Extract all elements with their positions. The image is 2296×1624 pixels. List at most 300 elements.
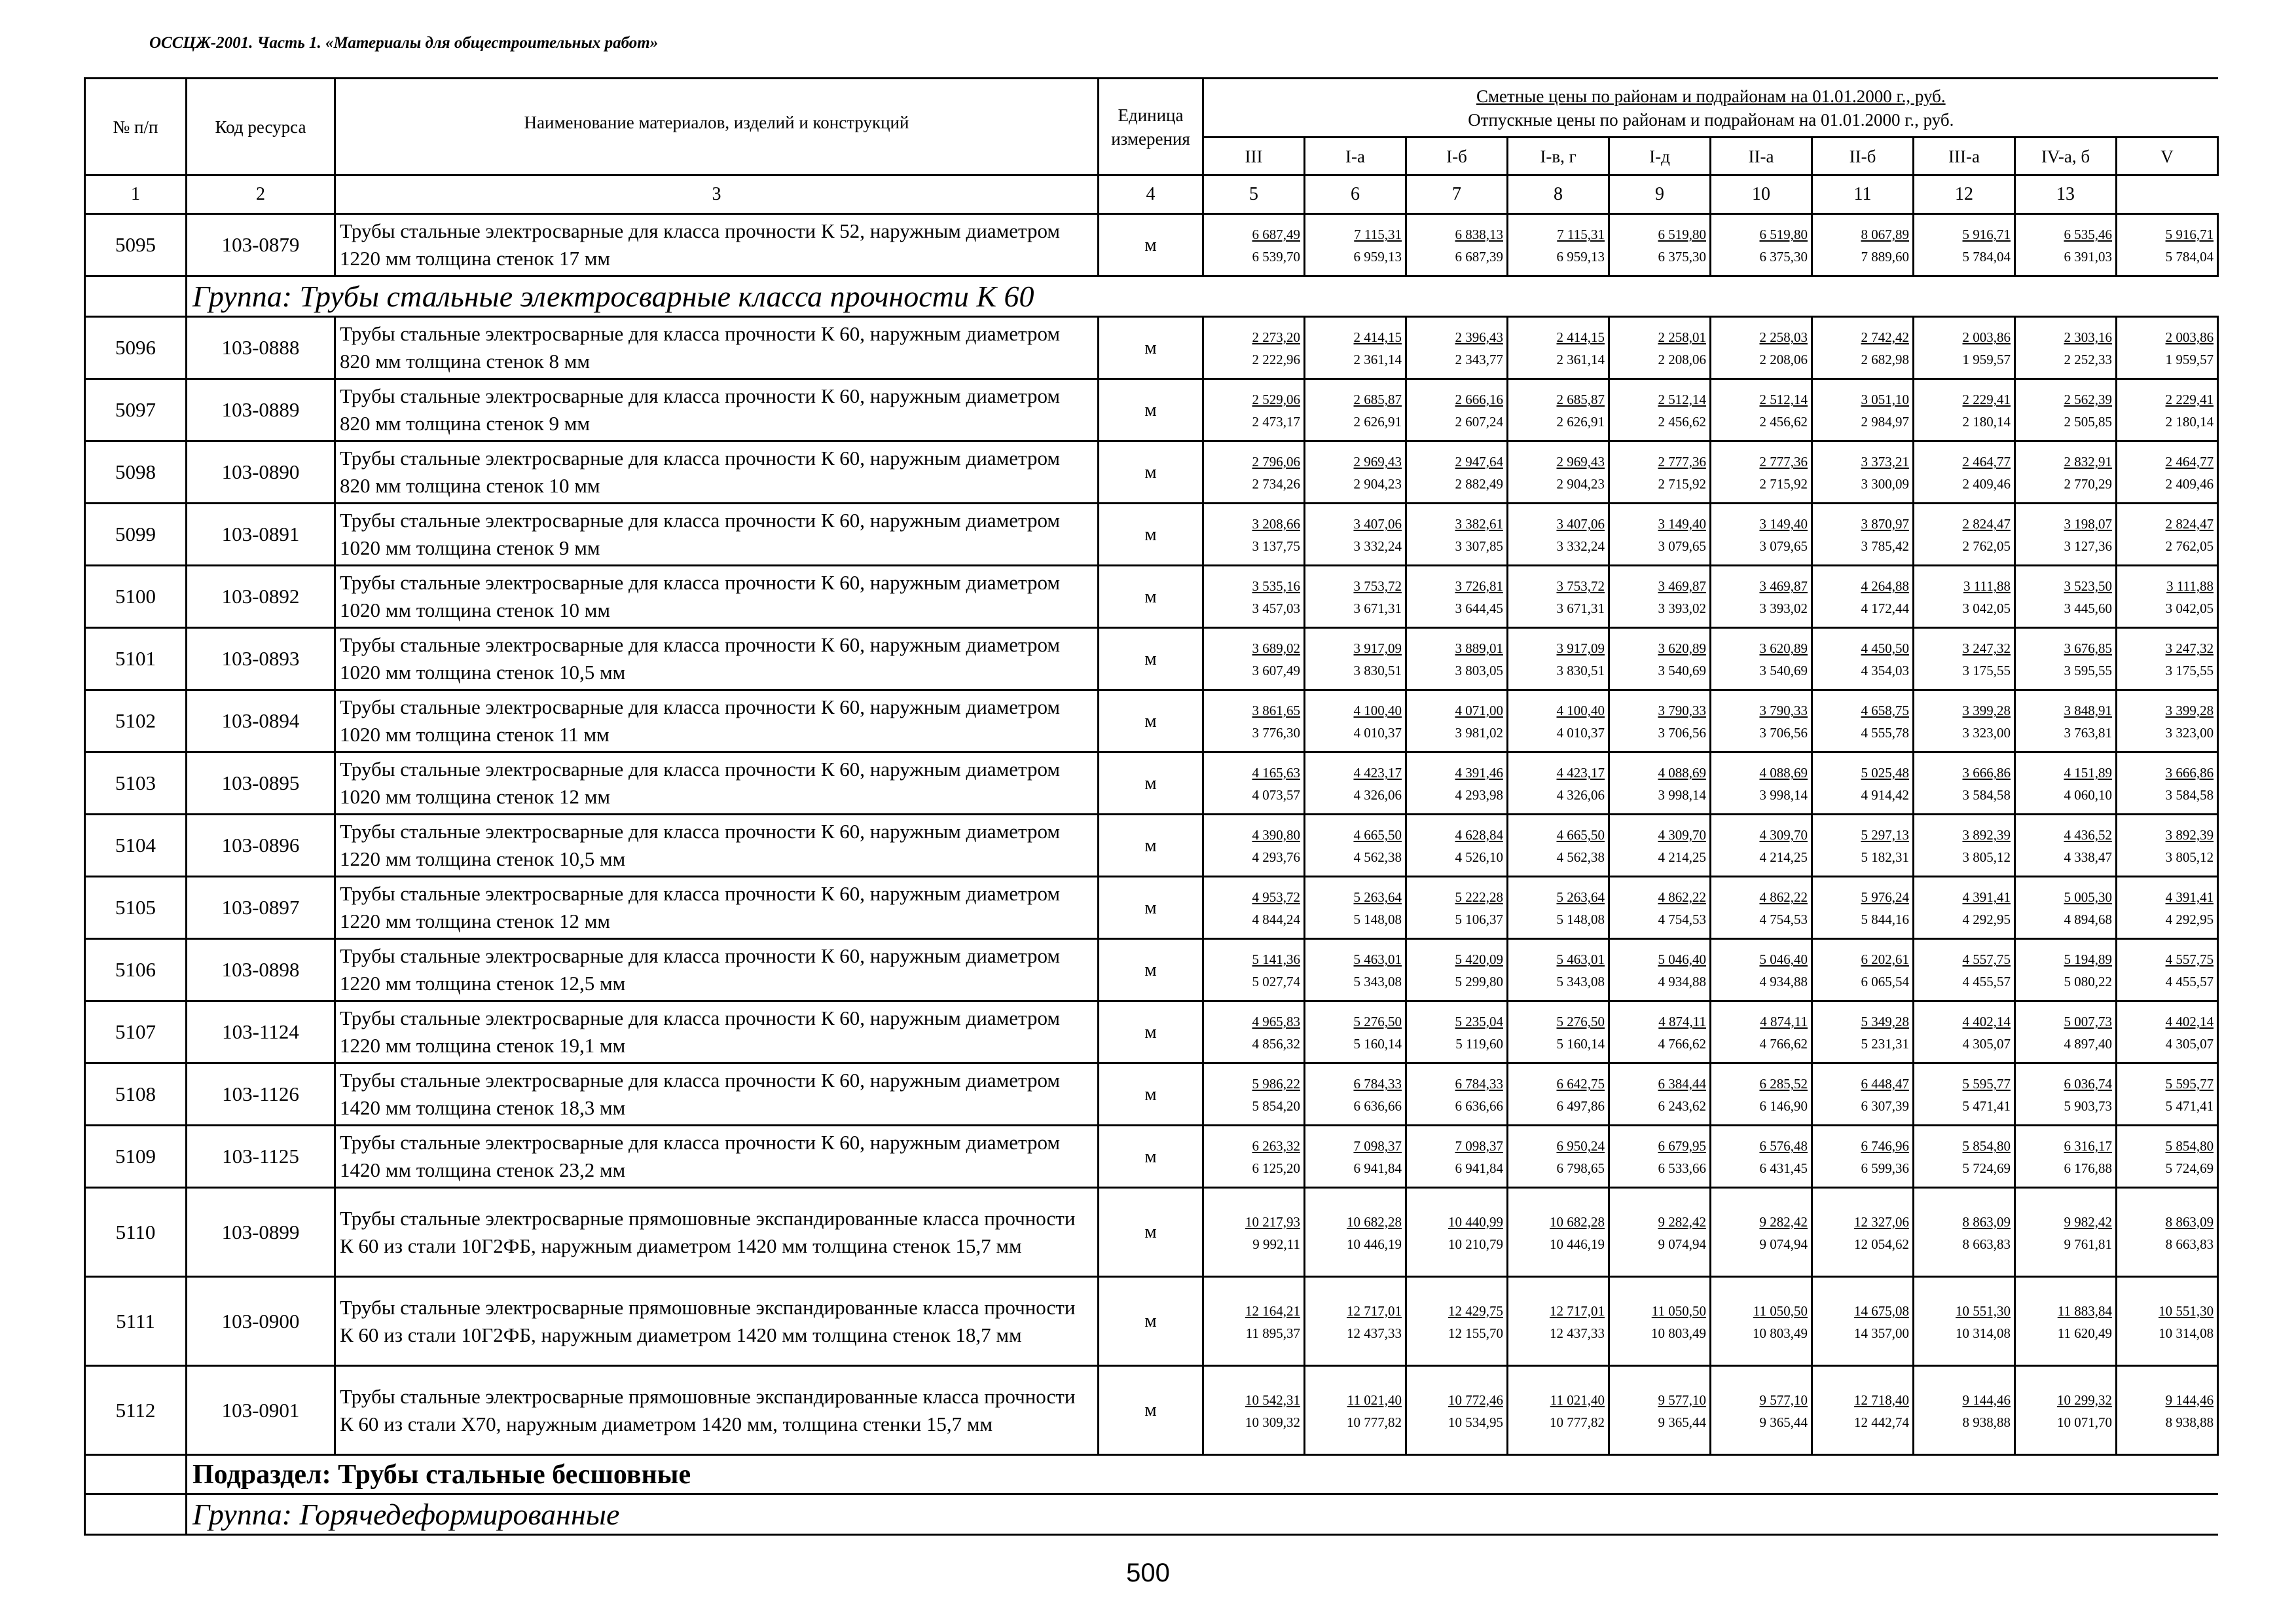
price-cell <box>2117 939 2218 1001</box>
estimate-price: 3 790,33 <box>1658 703 1706 718</box>
release-price: 2 505,85 <box>2064 414 2112 430</box>
price-cell <box>1609 441 1711 504</box>
row-number: 5108 <box>85 1063 187 1126</box>
release-price: 2 208,06 <box>1759 352 1808 367</box>
estimate-price: 4 628,84 <box>1455 827 1503 843</box>
estimate-price: 6 535,46 <box>2064 227 2112 242</box>
material-name: Трубы стальные электросварные для класса прочности К 60, наружным диаметром 820 мм толщина стенок 8 мм <box>335 317 1099 379</box>
estimate-price: 12 717,01 <box>1347 1302 1402 1319</box>
group-label: Группа: Трубы стальные электросварные класса прочности К 60 <box>187 276 2218 317</box>
price-cell <box>1711 815 1812 877</box>
release-price: 2 361,14 <box>1353 352 1402 367</box>
estimate-price: 5 463,01 <box>1556 951 1605 967</box>
table-row <box>85 877 2218 939</box>
estimate-price: 4 874,11 <box>1760 1014 1808 1029</box>
estimate-price: 2 777,36 <box>1759 454 1808 470</box>
price-cell <box>1305 752 1406 815</box>
price-cell <box>1609 317 1711 379</box>
column-number: 10 <box>1711 175 1812 214</box>
estimate-price: 3 208,66 <box>1252 516 1300 532</box>
estimate-price: 4 100,40 <box>1353 703 1402 718</box>
price-cell <box>2015 1188 2117 1277</box>
document-header: ОССЦЖ-2001. Часть 1. «Материалы для общестроительных работ» <box>149 34 659 52</box>
release-price: 6 125,20 <box>1252 1160 1300 1176</box>
release-price: 4 305,07 <box>2165 1036 2214 1052</box>
estimate-price: 6 519,80 <box>1658 227 1706 242</box>
price-cell <box>1508 1188 1609 1277</box>
estimate-price: 4 390,80 <box>1252 827 1300 843</box>
release-price: 6 959,13 <box>1556 249 1605 265</box>
material-name: Трубы стальные электросварные для класса прочности К 60, наружным диаметром 1020 мм толщина стенок 9 мм <box>335 504 1099 566</box>
estimate-price: 6 384,44 <box>1658 1076 1706 1092</box>
release-price: 12 054,62 <box>1854 1236 1909 1252</box>
price-cell <box>2117 1366 2218 1455</box>
price-cell <box>1609 1366 1711 1455</box>
release-price: 10 777,82 <box>1550 1414 1605 1430</box>
estimate-price: 3 111,88 <box>1963 578 2011 594</box>
estimate-price: 10 217,93 <box>1245 1213 1300 1230</box>
price-cell <box>2015 752 2117 815</box>
price-cell <box>1711 1063 1812 1126</box>
table-row <box>85 690 2218 752</box>
estimate-price: 4 436,52 <box>2064 827 2112 843</box>
price-cell <box>1305 214 1406 276</box>
release-price: 2 626,91 <box>1353 414 1402 430</box>
estimate-price: 4 391,46 <box>1455 765 1503 781</box>
table-row <box>85 1277 2218 1366</box>
price-cell <box>1508 566 1609 628</box>
estimate-price: 4 862,22 <box>1658 889 1706 905</box>
price-cell <box>1812 1277 1914 1366</box>
release-price: 2 409,46 <box>2165 476 2214 492</box>
release-price: 6 375,30 <box>1658 249 1706 265</box>
estimate-price: 3 666,86 <box>1962 765 2011 781</box>
price-cell <box>2117 628 2218 690</box>
release-price: 3 300,09 <box>1861 476 1909 492</box>
estimate-price: 4 391,41 <box>2165 889 2214 905</box>
release-price: 4 897,40 <box>2064 1036 2112 1052</box>
price-cell <box>1305 877 1406 939</box>
price-cell <box>1711 628 1812 690</box>
estimate-price: 6 519,80 <box>1759 227 1808 242</box>
release-price: 4 214,25 <box>1759 849 1808 865</box>
price-cell <box>1914 939 2015 1001</box>
release-price: 2 984,97 <box>1861 414 1909 430</box>
release-price: 3 127,36 <box>2064 538 2112 554</box>
estimate-price: 2 685,87 <box>1556 392 1605 407</box>
release-price: 10 446,19 <box>1550 1236 1605 1252</box>
price-cell <box>1203 1277 1305 1366</box>
estimate-price: 5 986,22 <box>1252 1076 1300 1092</box>
release-price: 4 326,06 <box>1556 787 1605 803</box>
price-cell <box>1812 1366 1914 1455</box>
release-price: 10 777,82 <box>1347 1414 1402 1430</box>
row-number: 5095 <box>85 214 187 276</box>
price-cell <box>1508 1063 1609 1126</box>
price-cell <box>1711 1001 1812 1063</box>
estimate-price: 7 098,37 <box>1353 1138 1402 1154</box>
estimate-price: 8 863,09 <box>2165 1213 2214 1230</box>
price-cell <box>1711 379 1812 441</box>
estimate-price: 3 676,85 <box>2064 640 2112 656</box>
price-cell <box>1406 214 1508 276</box>
estimate-price: 4 071,00 <box>1455 703 1503 718</box>
material-name: Трубы стальные электросварные для класса прочности К 60, наружным диаметром 1020 мм толщина стенок 12 мм <box>335 752 1099 815</box>
header-prices-line2: Отпускные цены по районам и подрайонам на 01.01.2000 г., руб. <box>1468 109 1954 130</box>
estimate-price: 3 247,32 <box>1962 640 2011 656</box>
release-price: 5 080,22 <box>2064 974 2112 989</box>
release-price: 6 243,62 <box>1658 1098 1706 1114</box>
price-cell <box>1203 1063 1305 1126</box>
release-price: 4 934,88 <box>1759 974 1808 989</box>
estimate-price: 14 675,08 <box>1854 1302 1909 1319</box>
price-cell <box>1914 690 2015 752</box>
release-price: 12 155,70 <box>1448 1325 1503 1341</box>
resource-code: 103-1124 <box>187 1001 335 1063</box>
material-name: Трубы стальные электросварные для класса прочности К 60, наружным диаметром 1220 мм толщина стенок 12,5 мм <box>335 939 1099 1001</box>
price-cell <box>1203 752 1305 815</box>
release-price: 3 776,30 <box>1252 725 1300 741</box>
price-cell <box>1203 441 1305 504</box>
estimate-price: 3 399,28 <box>2165 703 2214 718</box>
release-price: 3 175,55 <box>1962 663 2011 678</box>
release-price: 6 176,88 <box>2064 1160 2112 1176</box>
price-cell <box>1406 1001 1508 1063</box>
estimate-price: 4 658,75 <box>1861 703 1909 718</box>
release-price: 6 391,03 <box>2064 249 2112 265</box>
price-cell <box>1203 504 1305 566</box>
release-price: 5 724,69 <box>2165 1160 2214 1176</box>
price-cell <box>1203 1126 1305 1188</box>
unit-cell: м <box>1099 214 1203 276</box>
estimate-price: 3 870,97 <box>1861 516 1909 532</box>
estimate-price: 2 777,36 <box>1658 454 1706 470</box>
price-cell <box>1914 566 2015 628</box>
unit-cell: м <box>1099 939 1203 1001</box>
estimate-price: 9 282,42 <box>1658 1213 1706 1230</box>
estimate-price: 3 917,09 <box>1556 640 1605 656</box>
release-price: 3 981,02 <box>1455 725 1503 741</box>
release-price: 4 844,24 <box>1252 912 1300 927</box>
estimate-price: 11 050,50 <box>1651 1302 1706 1319</box>
price-cell <box>1914 815 2015 877</box>
release-price: 4 338,47 <box>2064 849 2112 865</box>
estimate-price: 9 144,46 <box>2165 1392 2214 1408</box>
price-cell <box>1812 1126 1914 1188</box>
price-cell <box>1305 1126 1406 1188</box>
price-cell <box>2117 1277 2218 1366</box>
release-price: 5 784,04 <box>2165 249 2214 265</box>
estimate-price: 12 718,40 <box>1854 1392 1909 1408</box>
price-cell <box>1305 504 1406 566</box>
estimate-price: 8 863,09 <box>1962 1213 2011 1230</box>
table-row <box>85 1188 2218 1277</box>
unit-cell: м <box>1099 1126 1203 1188</box>
price-cell <box>2015 877 2117 939</box>
estimate-price: 6 746,96 <box>1861 1138 1909 1154</box>
release-price: 5 299,80 <box>1455 974 1503 989</box>
release-price: 9 992,11 <box>1252 1236 1300 1252</box>
header-unit-line2: измерения <box>1111 128 1190 149</box>
table-row <box>85 214 2218 276</box>
release-price: 3 323,00 <box>2165 725 2214 741</box>
release-price: 4 914,42 <box>1861 787 1909 803</box>
release-price: 4 354,03 <box>1861 663 1909 678</box>
table-row <box>85 317 2218 379</box>
estimate-price: 12 164,21 <box>1245 1302 1300 1319</box>
release-price: 2 180,14 <box>1962 414 2011 430</box>
estimate-price: 2 414,15 <box>1556 329 1605 345</box>
release-price: 3 595,55 <box>2064 663 2112 678</box>
estimate-price: 2 258,03 <box>1759 329 1808 345</box>
table-row <box>85 1063 2218 1126</box>
estimate-price: 3 149,40 <box>1759 516 1808 532</box>
row-number: 5107 <box>85 1001 187 1063</box>
price-cell <box>1609 1001 1711 1063</box>
release-price: 10 314,08 <box>2159 1325 2214 1341</box>
estimate-price: 5 297,13 <box>1861 827 1909 843</box>
release-price: 4 562,38 <box>1556 849 1605 865</box>
release-price: 3 540,69 <box>1759 663 1808 678</box>
price-cell <box>2117 317 2218 379</box>
price-cell <box>1508 1366 1609 1455</box>
release-price: 4 562,38 <box>1353 849 1402 865</box>
price-cell <box>1406 566 1508 628</box>
price-cell <box>1812 1001 1914 1063</box>
estimate-price: 2 258,01 <box>1658 329 1706 345</box>
price-cell <box>1812 317 1914 379</box>
estimate-price: 4 165,63 <box>1252 765 1300 781</box>
price-cell <box>2015 1063 2117 1126</box>
resource-code: 103-0901 <box>187 1366 335 1455</box>
header-unit <box>1099 79 1203 175</box>
estimate-price: 3 407,06 <box>1556 516 1605 532</box>
release-price: 5 182,31 <box>1861 849 1909 865</box>
release-price: 4 555,78 <box>1861 725 1909 741</box>
price-cell <box>1305 1063 1406 1126</box>
price-cell <box>1305 1001 1406 1063</box>
release-price: 10 071,70 <box>2057 1414 2112 1430</box>
estimate-price: 6 448,47 <box>1861 1076 1909 1092</box>
estimate-price: 2 464,77 <box>2165 454 2214 470</box>
subsection-label-row <box>85 1455 2218 1494</box>
release-price: 3 079,65 <box>1759 538 1808 554</box>
estimate-price: 3 373,21 <box>1861 454 1909 470</box>
release-price: 4 754,53 <box>1658 912 1706 927</box>
row-number: 5109 <box>85 1126 187 1188</box>
table-row <box>85 504 2218 566</box>
release-price: 3 457,03 <box>1252 600 1300 616</box>
price-cell <box>2015 379 2117 441</box>
release-price: 2 734,26 <box>1252 476 1300 492</box>
estimate-price: 3 469,87 <box>1759 578 1808 594</box>
estimate-price: 2 824,47 <box>2165 516 2214 532</box>
estimate-price: 2 414,15 <box>1353 329 1402 345</box>
release-price: 2 626,91 <box>1556 414 1605 430</box>
release-price: 11 620,49 <box>2057 1325 2112 1341</box>
estimate-price: 4 450,50 <box>1861 640 1909 656</box>
price-cell <box>2015 504 2117 566</box>
price-cell <box>2015 690 2117 752</box>
unit-cell: м <box>1099 752 1203 815</box>
price-cell <box>1406 877 1508 939</box>
release-price: 5 119,60 <box>1455 1036 1503 1052</box>
release-price: 3 830,51 <box>1556 663 1605 678</box>
release-price: 2 409,46 <box>1962 476 2011 492</box>
estimate-price: 5 854,80 <box>1962 1138 2011 1154</box>
row-number: 5104 <box>85 815 187 877</box>
estimate-price: 7 115,31 <box>1354 227 1402 242</box>
release-price: 5 471,41 <box>1962 1098 2011 1114</box>
release-price: 3 785,42 <box>1861 538 1909 554</box>
release-price: 2 456,62 <box>1658 414 1706 430</box>
price-cell <box>1203 379 1305 441</box>
row-number: 5112 <box>85 1366 187 1455</box>
empty-num-cell <box>85 1494 187 1535</box>
price-cell <box>2015 317 2117 379</box>
estimate-price: 3 689,02 <box>1252 640 1300 656</box>
release-price: 2 882,49 <box>1455 476 1503 492</box>
region-header: II-а <box>1711 138 1812 175</box>
price-cell <box>2015 1126 2117 1188</box>
release-price: 4 455,57 <box>2165 974 2214 989</box>
estimate-price: 3 666,86 <box>2165 765 2214 781</box>
release-price: 3 042,05 <box>2165 600 2214 616</box>
estimate-price: 5 046,40 <box>1658 951 1706 967</box>
material-name: Трубы стальные электросварные для класса прочности К 60, наружным диаметром 1420 мм толщина стенок 18,3 мм <box>335 1063 1099 1126</box>
estimate-price: 4 557,75 <box>1962 951 2011 967</box>
column-number: 12 <box>1914 175 2015 214</box>
estimate-price: 4 391,41 <box>1962 889 2011 905</box>
price-cell <box>1203 1001 1305 1063</box>
release-price: 6 599,36 <box>1861 1160 1909 1176</box>
column-number: 3 <box>335 175 1099 214</box>
release-price: 4 754,53 <box>1759 912 1808 927</box>
region-header: III <box>1203 138 1305 175</box>
unit-cell: м <box>1099 1277 1203 1366</box>
price-cell <box>1914 752 2015 815</box>
estimate-price: 3 889,01 <box>1455 640 1503 656</box>
estimate-price: 5 463,01 <box>1353 951 1402 967</box>
release-price: 5 106,37 <box>1455 912 1503 927</box>
price-cell <box>1508 317 1609 379</box>
estimate-price: 8 067,89 <box>1861 227 1909 242</box>
estimate-price: 9 144,46 <box>1962 1392 2011 1408</box>
group-label-row <box>85 276 2218 317</box>
release-price: 12 437,33 <box>1550 1325 1605 1341</box>
price-cell <box>1305 1366 1406 1455</box>
estimate-price: 6 576,48 <box>1759 1138 1808 1154</box>
estimate-price: 6 679,95 <box>1658 1138 1706 1154</box>
release-price: 4 292,95 <box>2165 912 2214 927</box>
release-price: 9 365,44 <box>1658 1414 1706 1430</box>
release-price: 6 539,70 <box>1252 249 1300 265</box>
release-price: 4 766,62 <box>1759 1036 1808 1052</box>
release-price: 5 027,74 <box>1252 974 1300 989</box>
release-price: 8 663,83 <box>2165 1236 2214 1252</box>
release-price: 10 803,49 <box>1753 1325 1808 1341</box>
price-cell <box>1203 877 1305 939</box>
estimate-price: 5 420,09 <box>1455 951 1503 967</box>
material-name: Трубы стальные электросварные для класса прочности К 60, наружным диаметром 1220 мм толщина стенок 19,1 мм <box>335 1001 1099 1063</box>
release-price: 6 636,66 <box>1455 1098 1503 1114</box>
estimate-price: 6 263,32 <box>1252 1138 1300 1154</box>
release-price: 3 763,81 <box>2064 725 2112 741</box>
material-name: Трубы стальные электросварные для класса прочности К 52, наружным диаметром 1220 мм толщина стенок 17 мм <box>335 214 1099 276</box>
release-price: 3 706,56 <box>1658 725 1706 741</box>
estimate-price: 5 854,80 <box>2165 1138 2214 1154</box>
estimate-price: 2 003,86 <box>2165 329 2214 345</box>
estimate-price: 6 316,17 <box>2064 1138 2112 1154</box>
estimate-price: 3 861,65 <box>1252 703 1300 718</box>
release-price: 2 222,96 <box>1252 352 1300 367</box>
region-header: IV-а, б <box>2015 138 2117 175</box>
estimate-price: 2 229,41 <box>1962 392 2011 407</box>
material-name: Трубы стальные электросварные для класса прочности К 60, наружным диаметром 820 мм толщина стенок 10 мм <box>335 441 1099 504</box>
estimate-price: 3 535,16 <box>1252 578 1300 594</box>
price-cell <box>1812 441 1914 504</box>
table-row <box>85 752 2218 815</box>
price-cell <box>1711 1188 1812 1277</box>
estimate-price: 6 950,24 <box>1556 1138 1605 1154</box>
price-cell <box>2015 566 2117 628</box>
region-header: III-а <box>1914 138 2015 175</box>
price-cell <box>1406 317 1508 379</box>
release-price: 3 175,55 <box>2165 663 2214 678</box>
row-number: 5096 <box>85 317 187 379</box>
estimate-price: 11 021,40 <box>1347 1392 1402 1408</box>
estimate-price: 2 003,86 <box>1962 329 2011 345</box>
release-price: 4 305,07 <box>1962 1036 2011 1052</box>
release-price: 2 180,14 <box>2165 414 2214 430</box>
price-cell <box>1406 752 1508 815</box>
release-price: 4 766,62 <box>1658 1036 1706 1052</box>
estimate-price: 9 282,42 <box>1759 1213 1808 1230</box>
price-cell <box>1406 1188 1508 1277</box>
estimate-price: 2 969,43 <box>1556 454 1605 470</box>
release-price: 2 343,77 <box>1455 352 1503 367</box>
estimate-price: 11 021,40 <box>1550 1392 1605 1408</box>
price-cell <box>1305 690 1406 752</box>
release-price: 4 172,44 <box>1861 600 1909 616</box>
release-price: 6 636,66 <box>1353 1098 1402 1114</box>
release-price: 9 365,44 <box>1759 1414 1808 1430</box>
price-cell <box>1609 1188 1711 1277</box>
estimate-price: 2 562,39 <box>2064 392 2112 407</box>
resource-code: 103-0894 <box>187 690 335 752</box>
material-name: Трубы стальные электросварные для класса прочности К 60, наружным диаметром 1020 мм толщина стенок 10,5 мм <box>335 628 1099 690</box>
column-number: 4 <box>1099 175 1203 214</box>
release-price: 5 343,08 <box>1556 974 1605 989</box>
release-price: 2 770,29 <box>2064 476 2112 492</box>
page-number: 500 <box>1126 1559 1170 1587</box>
release-price: 5 844,16 <box>1861 912 1909 927</box>
price-cell <box>1609 504 1711 566</box>
release-price: 1 959,57 <box>1962 352 2011 367</box>
price-cell <box>1914 317 2015 379</box>
region-header: V <box>2117 138 2218 175</box>
material-name: Трубы стальные электросварные для класса прочности К 60, наружным диаметром 1020 мм толщина стенок 10 мм <box>335 566 1099 628</box>
resource-code: 103-0898 <box>187 939 335 1001</box>
estimate-price: 12 717,01 <box>1550 1302 1605 1319</box>
price-cell <box>1508 877 1609 939</box>
release-price: 3 540,69 <box>1658 663 1706 678</box>
unit-cell: м <box>1099 504 1203 566</box>
unit-cell: м <box>1099 815 1203 877</box>
release-price: 6 146,90 <box>1759 1098 1808 1114</box>
price-cell <box>1305 317 1406 379</box>
column-number: 2 <box>187 175 335 214</box>
